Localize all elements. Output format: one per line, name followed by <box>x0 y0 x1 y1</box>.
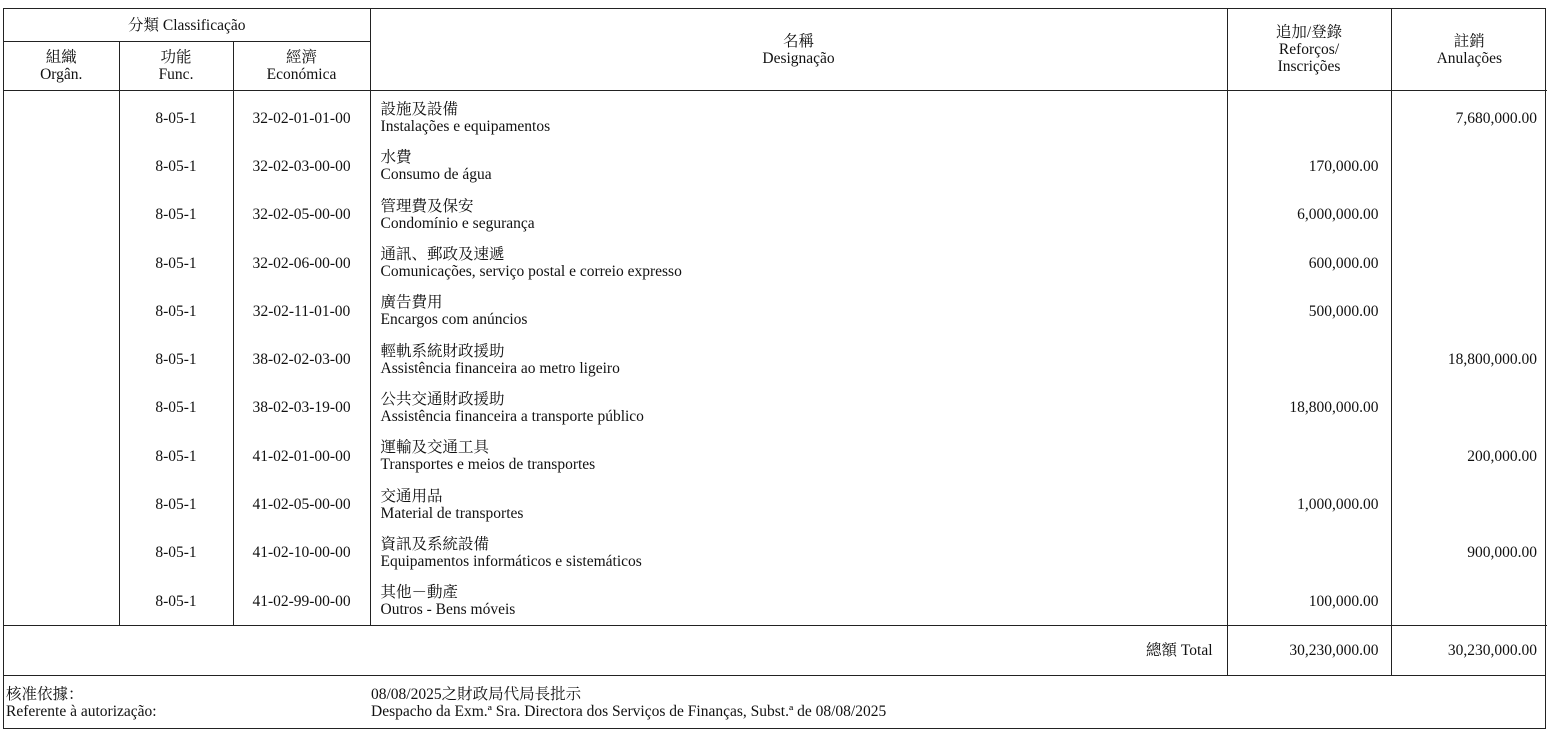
func-code: 8-05-1 <box>119 287 233 335</box>
reinforcement-amount <box>1227 335 1391 383</box>
annulment-amount <box>1391 239 1547 287</box>
authorization-footer <box>4 675 1545 728</box>
econ-code: 32-02-03-00-00 <box>233 142 370 190</box>
table-row <box>4 480 1547 528</box>
econ-code: 41-02-01-00-00 <box>233 432 370 480</box>
annulments-header: 註銷 Anulações <box>1391 9 1547 91</box>
econ-code: 38-02-03-19-00 <box>233 384 370 432</box>
organ-header: 組織 Orgân. <box>4 42 119 91</box>
econ-code: 41-02-10-00-00 <box>233 529 370 577</box>
organ-cell <box>4 529 119 577</box>
table-row <box>4 529 1547 577</box>
organ-cell <box>4 287 119 335</box>
econ-header: 經濟 Económica <box>233 42 370 91</box>
total-annulment: 30,230,000.00 <box>1391 626 1547 675</box>
func-code: 8-05-1 <box>119 239 233 287</box>
classification-header: 分類 Classificação <box>4 9 370 42</box>
organ-cell <box>4 91 119 143</box>
reinforcement-amount: 100,000.00 <box>1227 577 1391 626</box>
reinforcement-amount: 600,000.00 <box>1227 239 1391 287</box>
table-row <box>4 432 1547 480</box>
designation-cell: 運輸及交通工具 Transportes e meios de transportes <box>370 432 1227 480</box>
designation-cell: 水費 Consumo de água <box>370 142 1227 190</box>
designation-header: 名稱 Designação <box>370 9 1227 91</box>
reinforcement-amount <box>1227 91 1391 143</box>
designation-cell: 其他－動產 Outros - Bens móveis <box>370 577 1227 626</box>
func-code: 8-05-1 <box>119 191 233 239</box>
designation-cell: 通訊、郵政及速遞 Comunicações, serviço postal e correio expresso <box>370 239 1227 287</box>
func-code: 8-05-1 <box>119 91 233 143</box>
total-reinforcement: 30,230,000.00 <box>1227 626 1391 675</box>
designation-cell: 資訊及系統設備 Equipamentos informáticos e sistemáticos <box>370 529 1227 577</box>
table-row <box>4 191 1547 239</box>
organ-cell <box>4 577 119 626</box>
reinforcement-amount <box>1227 529 1391 577</box>
func-code: 8-05-1 <box>119 335 233 383</box>
econ-code: 32-02-11-01-00 <box>233 287 370 335</box>
annulment-amount <box>1391 191 1547 239</box>
econ-code: 38-02-02-03-00 <box>233 335 370 383</box>
annulment-amount: 200,000.00 <box>1391 432 1547 480</box>
designation-cell: 管理費及保安 Condomínio e segurança <box>370 191 1227 239</box>
econ-code: 32-02-05-00-00 <box>233 191 370 239</box>
table-row <box>4 287 1547 335</box>
table-row <box>4 384 1547 432</box>
table-row <box>4 577 1547 626</box>
authorization-label: 核准依據： Referente à autorização: <box>6 685 157 720</box>
reinforcement-amount: 1,000,000.00 <box>1227 480 1391 528</box>
annulment-amount: 900,000.00 <box>1391 529 1547 577</box>
budget-table <box>4 9 1547 675</box>
func-code: 8-05-1 <box>119 384 233 432</box>
authorization-value: 08/08/2025之財政局代局長批示 Despacho da Exm.ª Sra. Directora dos Serviços de Finanças, Subst.ª de 08/08/2025 <box>371 685 887 720</box>
designation-cell: 交通用品 Material de transportes <box>370 480 1227 528</box>
designation-cell: 設施及設備 Instalações e equipamentos <box>370 91 1227 143</box>
annulment-amount <box>1391 480 1547 528</box>
total-row <box>4 626 1547 675</box>
annulment-amount <box>1391 384 1547 432</box>
organ-cell <box>4 480 119 528</box>
organ-cell <box>4 142 119 190</box>
organ-cell <box>4 239 119 287</box>
annulment-amount <box>1391 142 1547 190</box>
table-row <box>4 239 1547 287</box>
designation-cell: 輕軌系統財政援助 Assistência financeira ao metro ligeiro <box>370 335 1227 383</box>
annulment-amount <box>1391 287 1547 335</box>
organ-cell <box>4 335 119 383</box>
econ-code: 32-02-06-00-00 <box>233 239 370 287</box>
annulment-amount: 7,680,000.00 <box>1391 91 1547 143</box>
designation-cell: 公共交通財政援助 Assistência financeira a transporte público <box>370 384 1227 432</box>
budget-document <box>3 8 1546 729</box>
annulment-amount: 18,800,000.00 <box>1391 335 1547 383</box>
func-header: 功能 Func. <box>119 42 233 91</box>
organ-cell <box>4 432 119 480</box>
organ-cell <box>4 384 119 432</box>
table-row <box>4 91 1547 143</box>
reinforcement-amount: 170,000.00 <box>1227 142 1391 190</box>
total-label: 總額 Total <box>4 626 1227 675</box>
designation-cell: 廣告費用 Encargos com anúncios <box>370 287 1227 335</box>
reinforcements-header: 追加/登錄 Reforços/ Inscrições <box>1227 9 1391 91</box>
reinforcement-amount: 18,800,000.00 <box>1227 384 1391 432</box>
func-code: 8-05-1 <box>119 480 233 528</box>
organ-cell <box>4 191 119 239</box>
func-code: 8-05-1 <box>119 432 233 480</box>
econ-code: 41-02-99-00-00 <box>233 577 370 626</box>
table-row <box>4 142 1547 190</box>
reinforcement-amount: 500,000.00 <box>1227 287 1391 335</box>
func-code: 8-05-1 <box>119 142 233 190</box>
econ-code: 41-02-05-00-00 <box>233 480 370 528</box>
annulment-amount <box>1391 577 1547 626</box>
func-code: 8-05-1 <box>119 529 233 577</box>
reinforcement-amount: 6,000,000.00 <box>1227 191 1391 239</box>
econ-code: 32-02-01-01-00 <box>233 91 370 143</box>
table-row <box>4 335 1547 383</box>
reinforcement-amount <box>1227 432 1391 480</box>
func-code: 8-05-1 <box>119 577 233 626</box>
